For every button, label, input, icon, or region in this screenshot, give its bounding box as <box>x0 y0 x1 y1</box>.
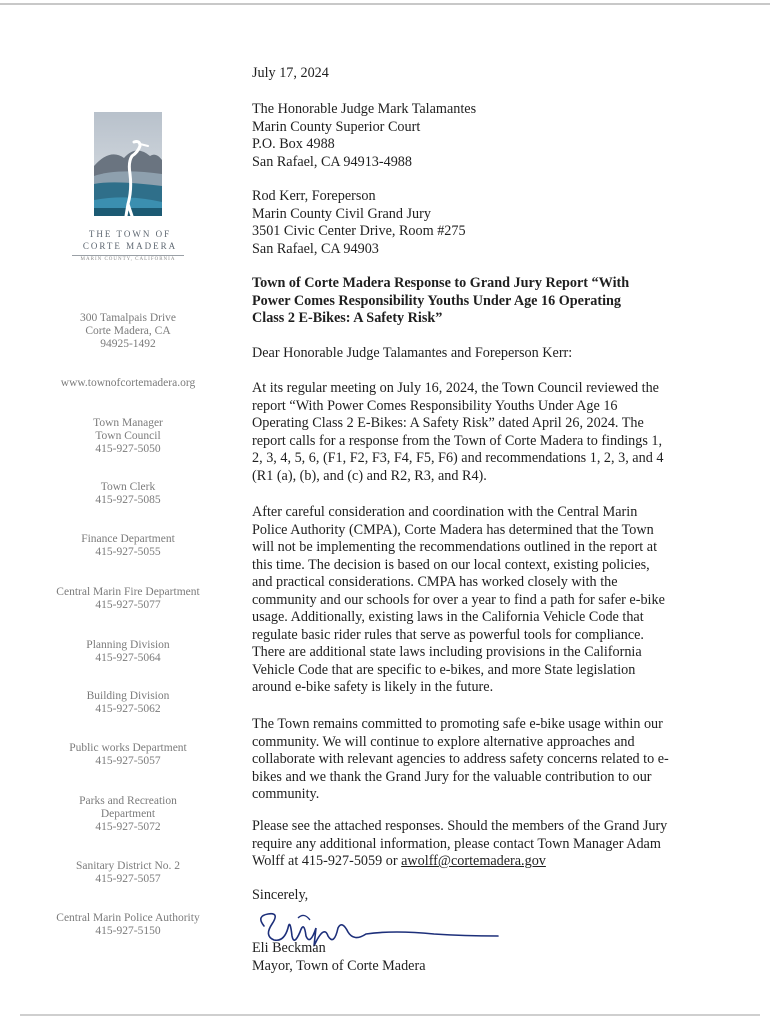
subject-line: Power Comes Responsibility Youths Under Age 16 Operating <box>252 292 622 309</box>
dept-label: Town Clerk <box>100 481 156 493</box>
dept-phone: 415-927-5050 <box>95 443 161 455</box>
body-line: will not be implementing the recommendations outlined in the report at <box>252 539 658 555</box>
body-line: The Town remains committed to promoting safe e-bike usage within our <box>252 716 663 732</box>
dept-police <box>40 912 216 938</box>
body-line: At its regular meeting on July 16, 2024, the Town Council reviewed the <box>252 380 659 396</box>
address-line: Corte Madera, CA <box>85 325 171 337</box>
paragraph-3 <box>252 716 732 804</box>
dept-label: Sanitary District No. 2 <box>75 860 181 872</box>
body-line: bikes and we thank the Grand Jury for the valuable contribution to our <box>252 768 652 785</box>
address-line: The Honorable Judge Mark Talamantes <box>252 101 477 117</box>
dept-label: Planning Division <box>86 639 170 651</box>
body-line: After careful consideration and coordination with the Central Marin <box>252 504 638 520</box>
recipient-foreperson <box>252 188 732 258</box>
body-line: Police Authority (CMPA), Corte Madera has determined that the Town <box>252 521 654 538</box>
signer-name: Eli Beckman <box>252 940 326 956</box>
body-line: report “With Power Comes Responsibility Youths Under Age 16 <box>252 397 618 414</box>
subject-line: Class 2 E-Bikes: A Safety Risk” <box>252 310 443 326</box>
dept-label: Town Manager <box>93 417 163 429</box>
dept-town-clerk <box>40 481 216 507</box>
letter-date: July 17, 2024 <box>252 65 329 81</box>
dept-sanitary <box>40 860 216 886</box>
email-link[interactable]: awolff@cortemadera.gov <box>401 853 546 869</box>
dept-phone: 415-927-5064 <box>95 652 161 664</box>
signer-title: Mayor, Town of Corte Madera <box>252 958 426 974</box>
dept-label: Town Council <box>95 430 161 442</box>
body-line: Vehicle Code that are specific to e-bikes, and more State legislation <box>252 661 636 678</box>
body-line: around e-bike safety is likely in the future. <box>252 679 494 695</box>
body-line: this time. The decision is based on our local context, existing policies, <box>252 556 650 573</box>
body-line: usage. Additionally, existing laws in the California Vehicle Code that <box>252 609 644 625</box>
body-line <box>252 853 732 871</box>
bottom-rule <box>20 1014 760 1016</box>
body-line: community. <box>252 786 320 802</box>
dept-phone: 415-927-5062 <box>95 703 161 715</box>
dept-phone: 415-927-5057 <box>95 873 161 885</box>
dept-phone: 415-927-5072 <box>95 821 161 833</box>
logo-wordmark <box>50 228 210 252</box>
logo-line-1: THE TOWN OF <box>88 229 172 239</box>
town-address <box>40 312 216 351</box>
dept-label: Department <box>100 808 156 820</box>
address-line: 300 Tamalpais Drive <box>79 312 177 324</box>
body-line: regulate basic rider rules that serve as powerful tools for compliance. <box>252 626 644 643</box>
body-line: require any additional information, please contact Town Manager Adam <box>252 835 661 852</box>
dept-town-manager <box>40 417 216 456</box>
body-line: (R1 (a), (b), and (c) and R2, R3, and R4). <box>252 467 487 484</box>
top-rule <box>0 3 770 5</box>
body-line: 2, 3, 4, 5, 6, (F1, F2, F3, F4, F5, F6) and recommendations 1, 2, 3, and 4 <box>252 450 664 466</box>
recipient-judge <box>252 101 732 171</box>
dept-fire <box>40 586 216 612</box>
subject-line: Town of Corte Madera Response to Grand Jury Report “With <box>252 275 630 291</box>
dept-phone: 415-927-5077 <box>95 599 161 611</box>
closing: Sincerely, <box>252 887 309 903</box>
dept-planning <box>40 639 216 665</box>
dept-phone: 415-927-5150 <box>95 925 161 937</box>
body-line: Please see the attached responses. Should the members of the Grand Jury <box>252 818 668 834</box>
body-line: community and our schools for over a year to find a path for safer e-bike <box>252 591 665 608</box>
paragraph-4 <box>252 818 732 871</box>
body-line: collaborate with relevant agencies to address safety concerns related to e- <box>252 751 669 767</box>
dept-label: Building Division <box>86 690 170 702</box>
body-line: community. We will continue to explore alternative approaches and <box>252 733 635 750</box>
logo-line-2: CORTE MADERA <box>82 241 178 251</box>
address-line: San Rafael, CA 94903 <box>252 240 379 257</box>
paragraph-2 <box>252 504 732 697</box>
dept-phone: 415-927-5085 <box>95 494 161 506</box>
dept-label: Parks and Recreation <box>79 795 177 807</box>
dept-building <box>40 690 216 716</box>
body-line: Operating Class 2 E-Bikes: A Safety Risk” dated April 26, 2024. The <box>252 415 644 431</box>
address-line: San Rafael, CA 94913-4988 <box>252 153 412 170</box>
body-line: and practical considerations. CMPA has worked closely with the <box>252 574 618 590</box>
dept-public-works <box>40 742 216 768</box>
dept-label: Finance Department <box>81 533 175 545</box>
address-line: 94925-1492 <box>100 338 156 350</box>
paragraph-1 <box>252 380 732 485</box>
address-line: 3501 Civic Center Drive, Room #275 <box>252 223 466 239</box>
salutation: Dear Honorable Judge Talamantes and Foreperson Kerr: <box>252 345 573 361</box>
letter-subject <box>252 275 732 328</box>
logo-subtitle: MARIN COUNTY, CALIFORNIA <box>72 255 184 262</box>
body-line: There are additional state laws including provisions in the California <box>252 644 642 660</box>
town-website: www.townofcortemadera.org <box>60 377 196 389</box>
dept-label: Public works Department <box>69 742 187 754</box>
address-line: P.O. Box 4988 <box>252 136 335 152</box>
address-line: Marin County Civil Grand Jury <box>252 205 431 222</box>
dept-finance <box>40 533 216 559</box>
dept-label: Central Marin Police Authority <box>56 912 200 924</box>
dept-phone: 415-927-5055 <box>95 546 161 558</box>
contact-text: Wolff at 415-927-5059 or <box>252 853 402 869</box>
dept-label: Central Marin Fire Department <box>56 586 200 598</box>
address-line: Rod Kerr, Foreperson <box>252 188 376 204</box>
body-line: report calls for a response from the Town of Corte Madera to findings 1, <box>252 432 663 449</box>
dept-parks-recreation <box>40 795 216 834</box>
address-line: Marin County Superior Court <box>252 118 421 135</box>
dept-phone: 415-927-5057 <box>95 755 161 767</box>
